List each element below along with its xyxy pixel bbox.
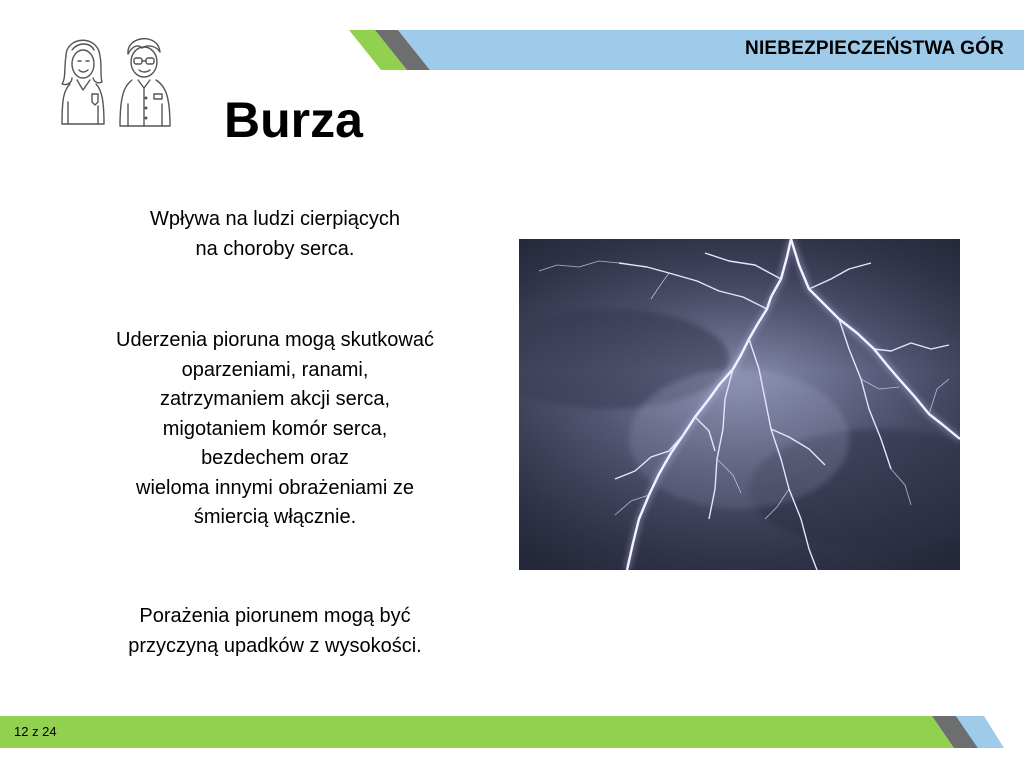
footer-stripes xyxy=(0,716,1024,748)
two-children-mascot-icon xyxy=(58,28,180,132)
section-title: NIEBEZPIECZEŃSTWA GÓR xyxy=(745,38,1004,59)
footer-green-band xyxy=(0,716,954,748)
page-number: 12 z 24 xyxy=(14,724,57,739)
slide-title: Burza xyxy=(224,92,363,148)
paragraph-falls: Porażenia piorunem mogą być przyczyną upadków z wysokości. xyxy=(128,605,422,657)
footer-bar xyxy=(0,716,1024,748)
lightning-storm-photo xyxy=(519,239,960,570)
paragraph-heart-disease: Wpływa na ludzi cierpiących na choroby serca. xyxy=(149,208,401,260)
paragraph-lightning-injuries: Uderzenia pioruna mogą skutkować oparzeniami, ranami, zatrzymaniem akcji serca, migotaniem komór serca, bezdechem oraz wieloma innymi obrażeniami ze śmiercią włącznie. xyxy=(116,329,434,528)
